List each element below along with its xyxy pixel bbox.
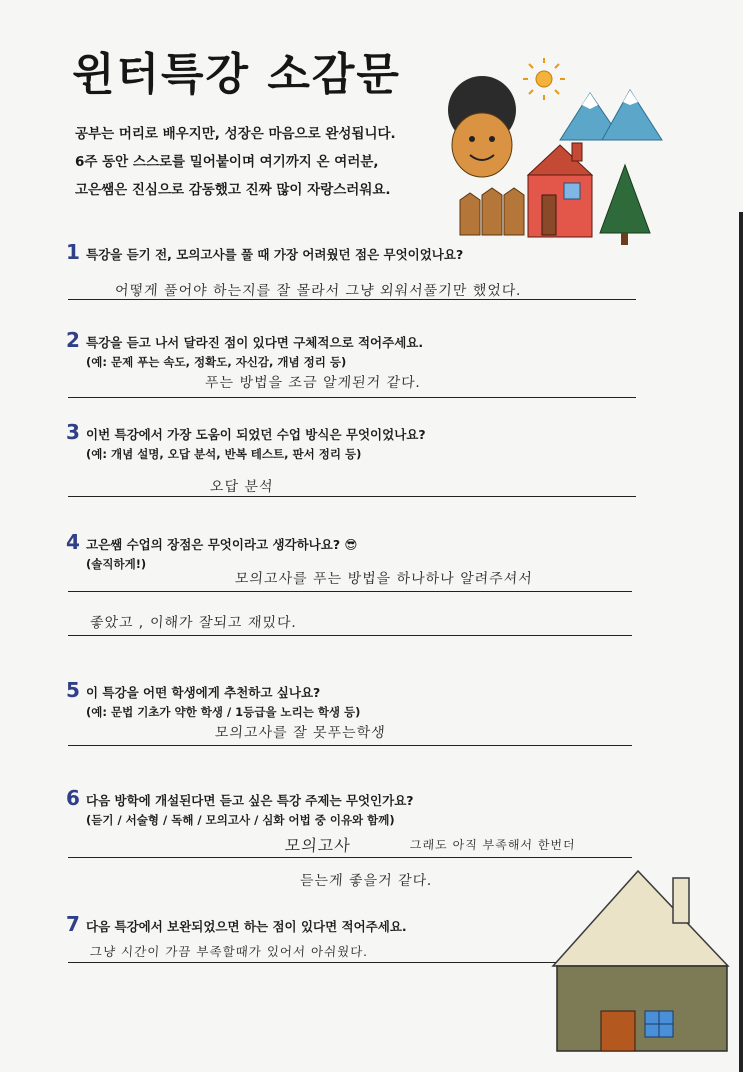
question-1 [66,240,646,264]
question-number: 4 [66,530,80,554]
answer-text: 모의고사를 잘 못푸는학생 [214,725,387,741]
question-number: 3 [66,420,80,444]
page-title: 윈터특강 소감문 [72,49,401,100]
question-text: 특강을 듣기 전, 모의고사를 풀 때 가장 어려웠던 점은 무엇이었나요? [86,247,464,262]
question-number: 2 [66,328,80,352]
question-2 [66,328,646,370]
drawing-illustration [430,55,700,255]
question-hint: (예: 문제 푸는 속도, 정확도, 자신감, 개념 정리 등) [86,355,347,369]
answer-text: 푸는 방법을 조금 알게된거 같다. [204,375,422,391]
answer-text: 모의고사를 푸는 방법을 하나하나 알려주셔서 [234,571,534,587]
question-3 [66,420,646,462]
question-hint: (예: 문법 기초가 약한 학생 / 1등급을 노리는 학생 등) [86,705,361,719]
house-drawing [543,866,743,1056]
question-hint: (듣기 / 서술형 / 독해 / 모의고사 / 심화 어법 중 이유와 함께) [86,813,395,827]
question-number: 5 [66,678,80,702]
question-number: 7 [66,912,80,936]
intro-line: 고은쌤은 진심으로 감동했고 진짜 많이 자랑스러워요. [75,182,391,198]
answer-line [68,299,636,300]
answer-text: 그래도 아직 부족해서 한번더 [409,838,577,852]
answer-line [68,962,558,963]
answer-text: 듣는게 좋을거 같다. [299,873,434,889]
answer-text: 어떻게 풀어야 하는지를 잘 몰라서 그냥 외워서풀기만 했었다. [114,283,523,299]
answer-text: 모의고사 [284,836,352,855]
intro-text [75,120,435,204]
question-text: 고은쌤 수업의 장점은 무엇이라고 생각하나요? 😎 [86,537,358,552]
question-text: 다음 특강에서 보완되었으면 하는 점이 있다면 적어주세요. [86,919,407,934]
answer-line [68,496,636,497]
question-text: 이번 특강에서 가장 도움이 되었던 수업 방식은 무엇이었나요? [86,427,426,442]
answer-text: 그냥 시간이 가끔 부족할때가 있어서 아쉬웠다. [89,944,369,959]
question-hint: (예: 개념 설명, 오답 분석, 반복 테스트, 판서 정리 등) [86,447,362,461]
question-4 [66,530,646,572]
answer-text: 좋았고 , 이해가 잘되고 재밌다. [89,615,298,631]
intro-line: 공부는 머리로 배우지만, 성장은 마음으로 완성됩니다. [75,126,396,142]
question-number: 1 [66,240,80,264]
question-text: 다음 방학에 개설된다면 듣고 싶은 특강 주제는 무엇인가요? [86,793,414,808]
answer-line [68,857,632,858]
question-5 [66,678,646,720]
intro-line: 6주 동안 스스로를 밀어붙이며 여기까지 온 여러분, [75,154,379,170]
question-6 [66,786,646,828]
question-number: 6 [66,786,80,810]
answer-line [68,591,632,592]
answer-text: 오답 분석 [209,479,275,495]
question-hint: (솔직하게!) [86,557,147,571]
answer-line [68,397,636,398]
question-text: 이 특강을 어떤 학생에게 추천하고 싶나요? [86,685,321,700]
answer-line [68,745,632,746]
page-edge [739,212,743,1072]
answer-line [68,635,632,636]
question-text: 특강을 듣고 나서 달라진 점이 있다면 구체적으로 적어주세요. [86,335,424,350]
